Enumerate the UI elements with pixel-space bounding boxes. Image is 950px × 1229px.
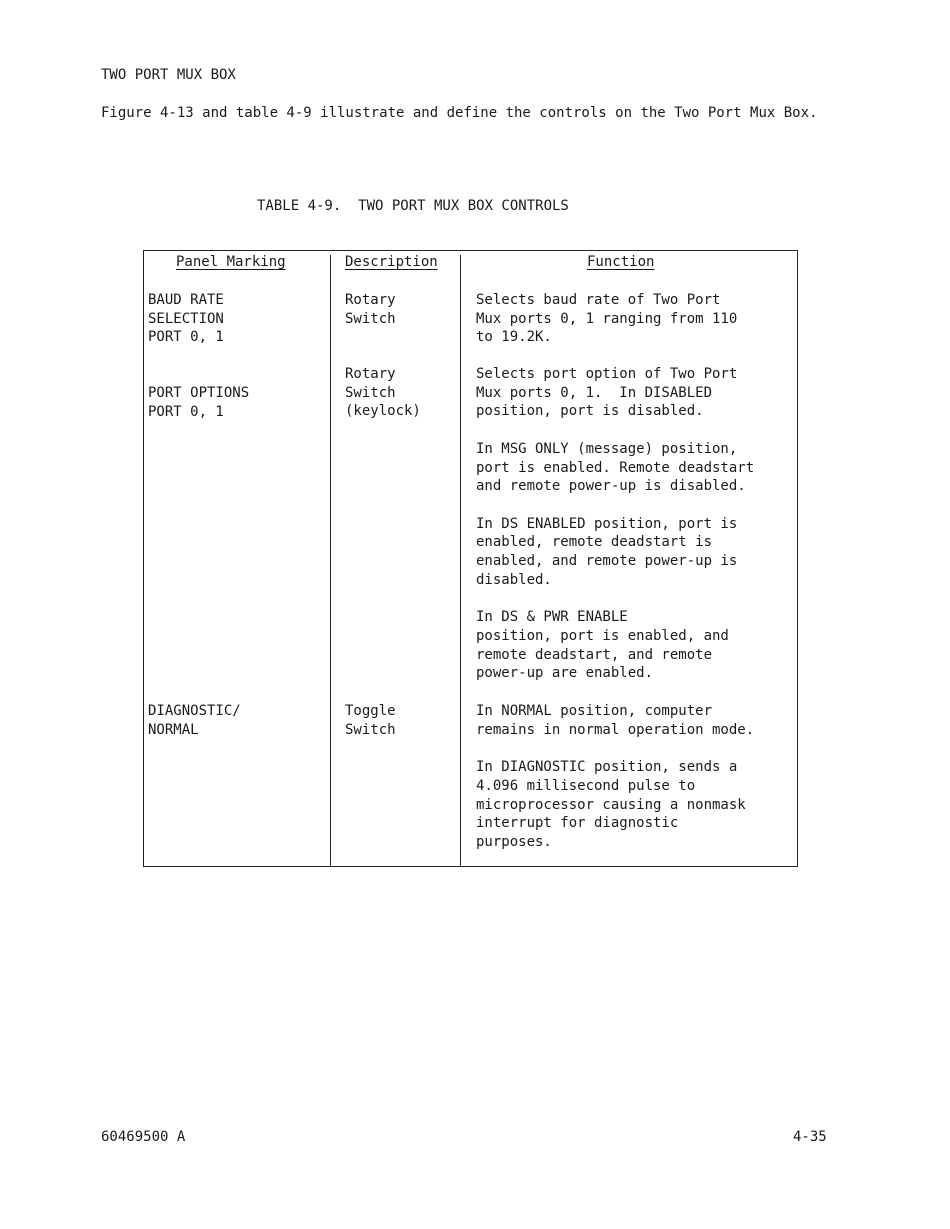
column-divider xyxy=(330,255,331,866)
row-diagnostic-panel-marking: DIAGNOSTIC/ NORMAL xyxy=(148,703,241,738)
row-baud-description: Rotary Switch xyxy=(345,292,396,327)
header-description: Description xyxy=(345,254,438,270)
row-baud-function: Selects baud rate of Two Port Mux ports 0, 1 ranging from 110 to 19.2K. xyxy=(476,292,738,346)
header-panel-marking: Panel Marking xyxy=(176,254,286,270)
row-baud-panel-marking: BAUD RATE SELECTION PORT 0, 1 xyxy=(148,292,224,346)
row-diagnostic-function: In NORMAL position, computer remains in normal operation mode. In DIAGNOSTIC position, sends a 4.096 millisecond pulse to microprocessor causing a nonmask interrupt for diagnostic purposes. xyxy=(476,703,755,850)
table-caption: TABLE 4-9. TWO PORT MUX BOX CONTROLS xyxy=(257,198,569,214)
header-function: Function xyxy=(587,254,655,270)
document-number: 60469500 A xyxy=(101,1129,186,1145)
column-divider xyxy=(460,255,461,866)
row-port-options-description: Rotary Switch (keylock) xyxy=(345,366,421,420)
controls-table xyxy=(143,250,798,867)
intro-paragraph: Figure 4-13 and table 4-9 illustrate and define the controls on the Two Port Mux Box. xyxy=(101,105,818,121)
row-port-options-panel-marking: PORT OPTIONS PORT 0, 1 xyxy=(148,385,250,420)
page-heading: TWO PORT MUX BOX xyxy=(101,67,236,83)
row-port-options-function: Selects port option of Two Port Mux ports 0, 1. In DISABLED position, port is disabled. In MSG ONLY (message) position, port is enabled. Remote deadstart and remote power-up is disabled. In DS ENABLED position, port is enabled, remote deadstart is enabled, and remote power-up is disabled. In DS & PWR ENABLE position, port is enabled, and remote deadstart, and remote power-up are enabled. xyxy=(476,366,755,682)
page-number: 4-35 xyxy=(793,1129,827,1145)
row-diagnostic-description: Toggle Switch xyxy=(345,703,396,738)
